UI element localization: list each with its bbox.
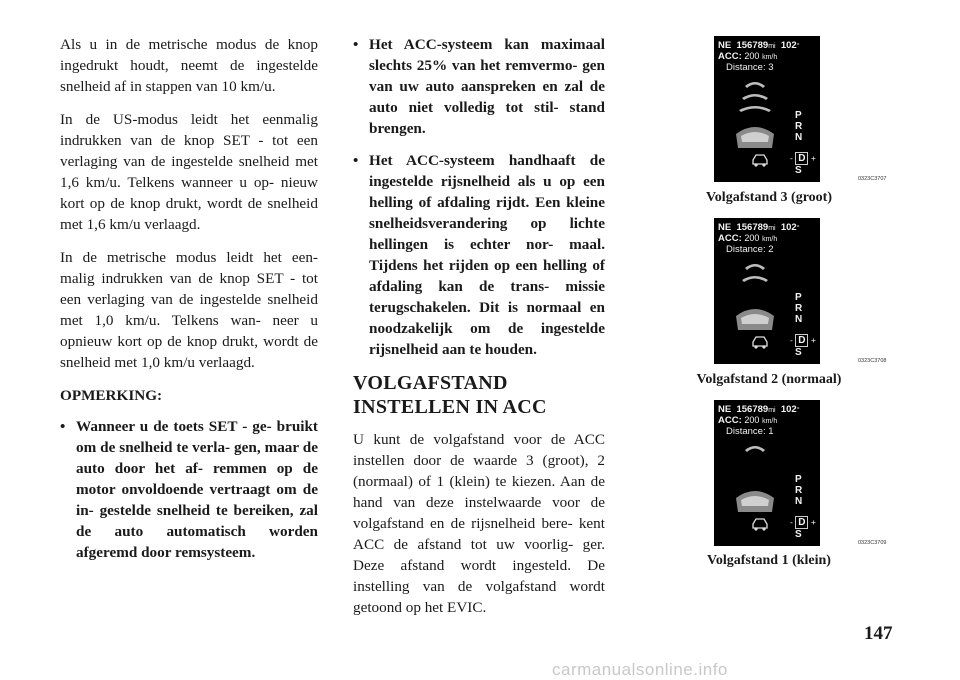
acc-car-icon (750, 152, 770, 168)
bullet-item: • Wanneer u de toets SET - ge- bruikt om de snelheid te verla- gen, maar de auto door het af- remmen op de motor onvoldoende vertraagt om de in- gestelde snelheid te bereiken, zal de auto automatisch worden afgeremd door remsysteem. (60, 416, 318, 563)
gear-p: P (795, 292, 802, 303)
figure-code: 0323C3709 (858, 540, 887, 546)
following-distance-graphic (722, 76, 788, 150)
figure-code: 0323C3708 (858, 358, 887, 364)
distance-bar (742, 94, 768, 100)
distance-bar (745, 446, 765, 452)
section-heading-line: VOLGAFSTAND (353, 372, 508, 394)
evic-status-line: NE 156789mi 102° (718, 222, 800, 233)
paragraph: In de metrische modus leidt het een- malig indrukken van de knop SET - tot een verlaging van de ingestelde snelheid met 1,0 km/u. Telkens wan- neer u opnieuw kort op de knop drukt, wordt de snelheid met 1,0 km/u verlaagd. (60, 249, 318, 371)
acc-car-icon (750, 334, 770, 350)
page-number: 147 (864, 623, 893, 644)
gear-s: S (795, 347, 802, 358)
acc-car-icon (750, 516, 770, 532)
distance-bar (739, 106, 771, 112)
evic-display-figure-2 (714, 218, 820, 364)
bullet-item: • Het ACC-systeem kan maximaal slechts 25% van het remvermo- gen van uw auto aanspreken en zal de auto niet volledig tot stil- stand brengen. (353, 34, 605, 139)
gear-d-selector: - D + (790, 335, 816, 346)
gear-s: S (795, 529, 802, 540)
evic-display-figure-3 (714, 400, 820, 546)
gear-n: N (795, 496, 803, 507)
text-column-middle (353, 34, 605, 630)
section-heading (353, 371, 605, 419)
figure-caption: Volgafstand 2 (normaal) (696, 372, 842, 387)
gear-r: R (795, 303, 803, 314)
note-label: OPMERKING: (60, 387, 163, 404)
figure-caption: Volgafstand 3 (groot) (705, 190, 832, 205)
gear-p: P (795, 474, 802, 485)
evic-display-figure-1 (714, 36, 820, 182)
evic-status-line: NE 156789mi 102° (718, 40, 800, 51)
figure-code: 0323C3707 (858, 176, 887, 182)
gear-n: N (795, 314, 803, 325)
evic-distance-line: Distance: 3 (726, 62, 774, 73)
bullet-item: • Het ACC-systeem handhaaft de ingestelde rijsnelheid als u op een helling of afdaling rijdt. Een kleine snelheidsverandering op lichte hellingen is echter nor- maal. Tijdens het rijden op een helling of afdaling kan de trans- missie terugschakelen. Dit is normaal en noodzakelijk om de ingestelde rijsnelheid aan te houden. (353, 150, 605, 360)
gear-s: S (795, 165, 802, 176)
distance-bar (745, 264, 765, 270)
figure-caption: Volgafstand 1 (klein) (707, 553, 831, 568)
evic-status-line: NE 156789mi 102° (718, 404, 800, 415)
gear-r: R (795, 121, 803, 132)
bullet-list (60, 416, 318, 563)
evic-distance-line: Distance: 2 (726, 244, 774, 255)
paragraph: Als u in de metrische modus de knop ingedrukt houdt, neemt de ingestelde snelheid af in stappen van 10 km/u. (60, 36, 318, 95)
following-distance-graphic (722, 440, 788, 514)
evic-acc-line: ACC: 200 km/h (718, 415, 778, 426)
distance-bar (745, 82, 765, 88)
gear-d-selector: - D + (790, 517, 816, 528)
paragraph: In de US-modus leidt het eenmalig indrukken van de knop SET - tot een verlaging van de ingestelde snelheid met 1,6 km/u. Telkens wanneer u op- nieuw kort op de knop drukt, wordt de snelheid met 1,6 km/u verlaagd. (60, 111, 318, 233)
evic-acc-line: ACC: 200 km/h (718, 51, 778, 62)
gear-p: P (795, 110, 802, 121)
paragraph: U kunt de volgafstand voor de ACC instellen door de waarde 3 (groot), 2 (normaal) of 1 (klein) te kiezen. Aan de hand van deze instelwaarde voor de volgafstand en de rijsnelheid bere- kent ACC de afstand tot uw voorlig- ger. Deze afstand wordt ingesteld. De instelling van de volgafstand wordt getoond op het EVIC. (353, 431, 605, 616)
section-heading-line: INSTELLEN IN ACC (353, 396, 547, 418)
gear-n: N (795, 132, 803, 143)
gear-d-selector: - D + (790, 153, 816, 164)
text-column-left (60, 34, 318, 574)
watermark: carmanualsonline.info (552, 660, 728, 679)
bullet-list (353, 34, 605, 360)
distance-bar (742, 276, 768, 282)
following-distance-graphic (722, 258, 788, 332)
gear-r: R (795, 485, 803, 496)
evic-distance-line: Distance: 1 (726, 426, 774, 437)
evic-acc-line: ACC: 200 km/h (718, 233, 778, 244)
